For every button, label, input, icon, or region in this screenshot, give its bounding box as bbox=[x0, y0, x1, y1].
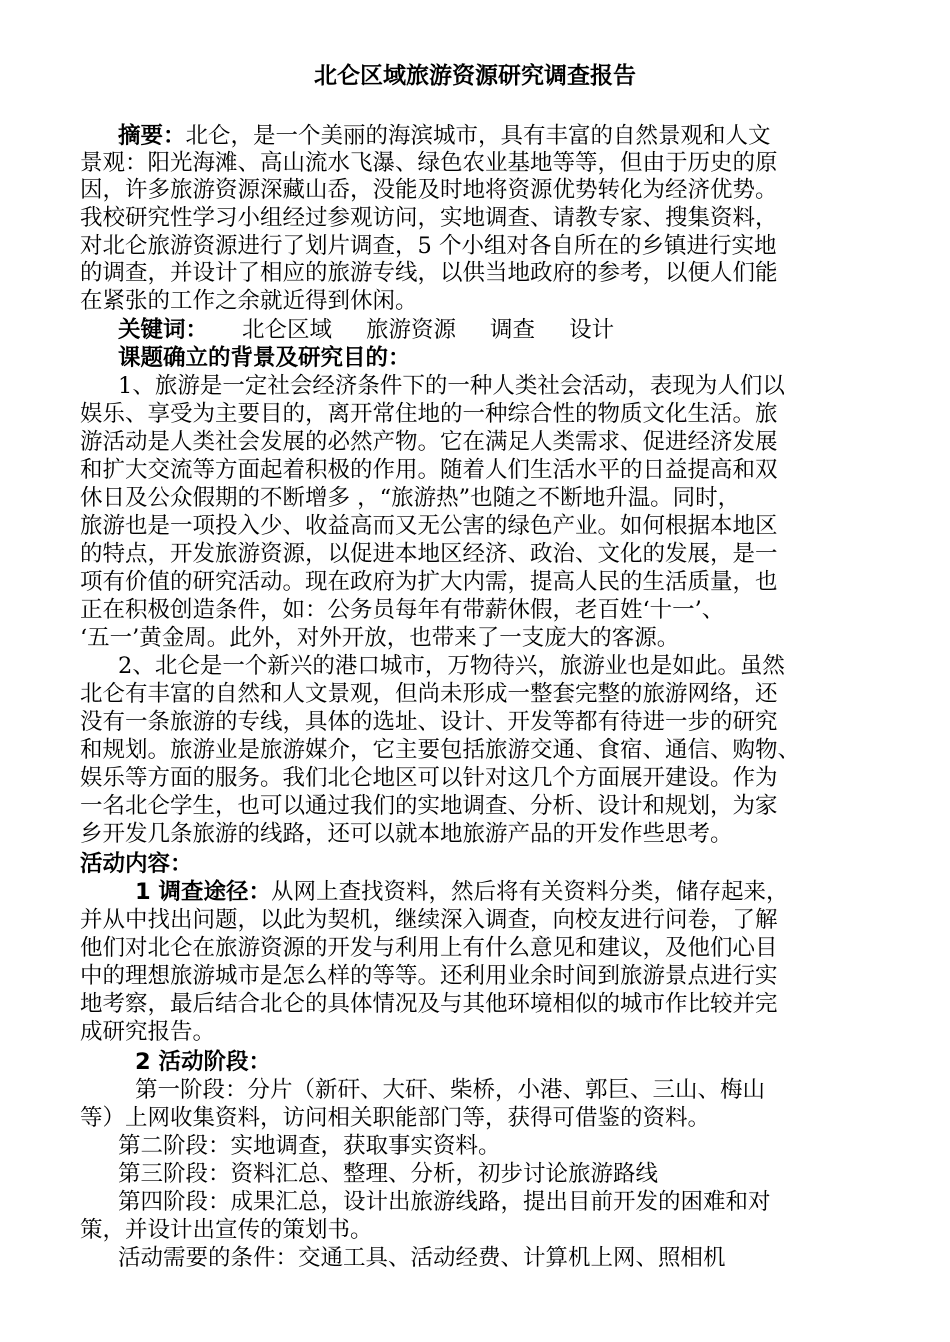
method-line bbox=[135, 877, 789, 907]
paragraph-line: 正在积极创造条件，如：公务员每年有带薪休假，老百姓‘十一’、 bbox=[80, 597, 725, 623]
paragraph-line: 旅游也是一项投入少、收益高而又无公害的绿色产业。如何根据本地区 bbox=[80, 513, 778, 539]
stage-line: 第三阶段：资料汇总、整理、分析，初步讨论旅游路线 bbox=[118, 1161, 659, 1187]
keyword: 旅游资源 bbox=[366, 317, 457, 343]
abstract-line: 的调查，并设计了相应的旅游专线，以供当地政府的参考，以便人们能 bbox=[80, 260, 778, 286]
abstract-text: 北仑，是一个美丽的海滨城市，具有丰富的自然景观和人文 bbox=[185, 123, 771, 149]
keywords-label: 关键词： bbox=[118, 317, 209, 343]
abstract-line: 在紧张的工作之余就近得到休闲。 bbox=[80, 288, 418, 314]
keyword: 北仑区域 bbox=[242, 317, 333, 343]
background-heading: 课题确立的背景及研究目的： bbox=[118, 345, 411, 371]
paragraph-line: 没有一条旅游的专线，具体的选址、设计、开发等都有待进一步的研究 bbox=[80, 709, 778, 735]
paragraph-line: 和规划。旅游业是旅游媒介，它主要包括旅游交通、食宿、通信、购物、 bbox=[80, 737, 801, 763]
stage-line: 第二阶段：实地调查，获取事实资料。 bbox=[118, 1133, 501, 1159]
stages-heading: 2 活动阶段： bbox=[135, 1049, 271, 1075]
paragraph-line: 乡开发几条旅游的线路，还可以就本地旅游产品的开发作些思考。 bbox=[80, 821, 733, 847]
page-title: 北仑区域旅游资源研究调查报告 bbox=[314, 63, 636, 89]
paragraph-line: 2、北仑是一个新兴的港口城市，万物待兴，旅游业也是如此。虽然 bbox=[118, 653, 785, 679]
keyword: 设计 bbox=[569, 317, 615, 343]
method-line: 他们对北仑在旅游资源的开发与利用上有什么意见和建议，及他们心目 bbox=[80, 935, 778, 961]
requirements-line: 活动需要的条件：交通工具、活动经费、计算机上网、照相机 bbox=[118, 1245, 726, 1271]
method-line: 中的理想旅游城市是怎么样的等等。还利用业余时间到旅游景点进行实 bbox=[80, 963, 778, 989]
paragraph-line: 项有价值的研究活动。现在政府为扩大内需，提高人民的生活质量，也 bbox=[80, 569, 778, 595]
abstract-line bbox=[118, 121, 771, 151]
paragraph-line: 的特点，开发旅游资源，以促进本地区经济、政治、文化的发展，是一 bbox=[80, 541, 778, 567]
method-line: 并从中找出问题，以此为契机，继续深入调查，向校友进行问卷，了解 bbox=[80, 907, 778, 933]
stage-line: 等）上网收集资料，访问相关职能部门等，获得可借鉴的资料。 bbox=[80, 1105, 711, 1131]
paragraph-line: 1、旅游是一定社会经济条件下的一种人类社会活动，表现为人们以 bbox=[118, 373, 785, 399]
abstract-label: 摘要： bbox=[118, 123, 186, 149]
paragraph-line: ‘五一’黄金周。此外，对外开放，也带来了一支庞大的客源。 bbox=[80, 625, 680, 651]
method-line: 成研究报告。 bbox=[80, 1019, 216, 1045]
paragraph-line: 游活动是人类社会发展的必然产物。它在满足人类需求、促进经济发展 bbox=[80, 429, 778, 455]
abstract-line: 景观：阳光海滩、高山流水飞瀑、绿色农业基地等等，但由于历史的原 bbox=[80, 150, 778, 176]
activity-heading: 活动内容： bbox=[80, 851, 193, 877]
paragraph-line: 北仑有丰富的自然和人文景观，但尚未形成一整套完整的旅游网络，还 bbox=[80, 681, 778, 707]
paragraph-line: 一名北仑学生，也可以通过我们的实地调查、分析、设计和规划，为家 bbox=[80, 793, 778, 819]
paragraph-line: 和扩大交流等方面起着积极的作用。随着人们生活水平的日益提高和双 bbox=[80, 457, 778, 483]
paragraph-line: 休日及公众假期的不断增多 ，“旅游热”也随之不断地升温。同时， bbox=[80, 485, 741, 511]
keywords-line bbox=[118, 315, 614, 345]
stage-line: 第一阶段：分片（新矸、大矸、柴桥，小港、郭巨、三山、梅山 bbox=[135, 1077, 766, 1103]
paragraph-line: 娱乐等方面的服务。我们北仑地区可以针对这几个方面展开建设。作为 bbox=[80, 765, 778, 791]
abstract-line: 对北仑旅游资源进行了划片调查，5 个小组对各自所在的乡镇进行实地 bbox=[80, 233, 777, 259]
stage-line: 第四阶段：成果汇总，设计出旅游线路，提出目前开发的困难和对 bbox=[118, 1189, 771, 1215]
method-label: 1 调查途径： bbox=[135, 879, 271, 905]
abstract-line: 我校研究性学习小组经过参观访问，实地调查、请教专家、搜集资料， bbox=[80, 205, 778, 231]
paragraph-line: 娱乐、享受为主要目的，离开常住地的一种综合性的物质文化生活。旅 bbox=[80, 401, 778, 427]
abstract-line: 因，许多旅游资源深藏山岙，没能及时地将资源优势转化为经济优势。 bbox=[80, 177, 778, 203]
stage-line: 策，并设计出宣传的策划书。 bbox=[80, 1217, 373, 1243]
method-text: 从网上查找资料，然后将有关资料分类，储存起来， bbox=[271, 879, 789, 905]
keyword: 调查 bbox=[490, 317, 536, 343]
method-line: 地考察，最后结合北仑的具体情况及与其他环境相似的城市作比较并完 bbox=[80, 991, 778, 1017]
